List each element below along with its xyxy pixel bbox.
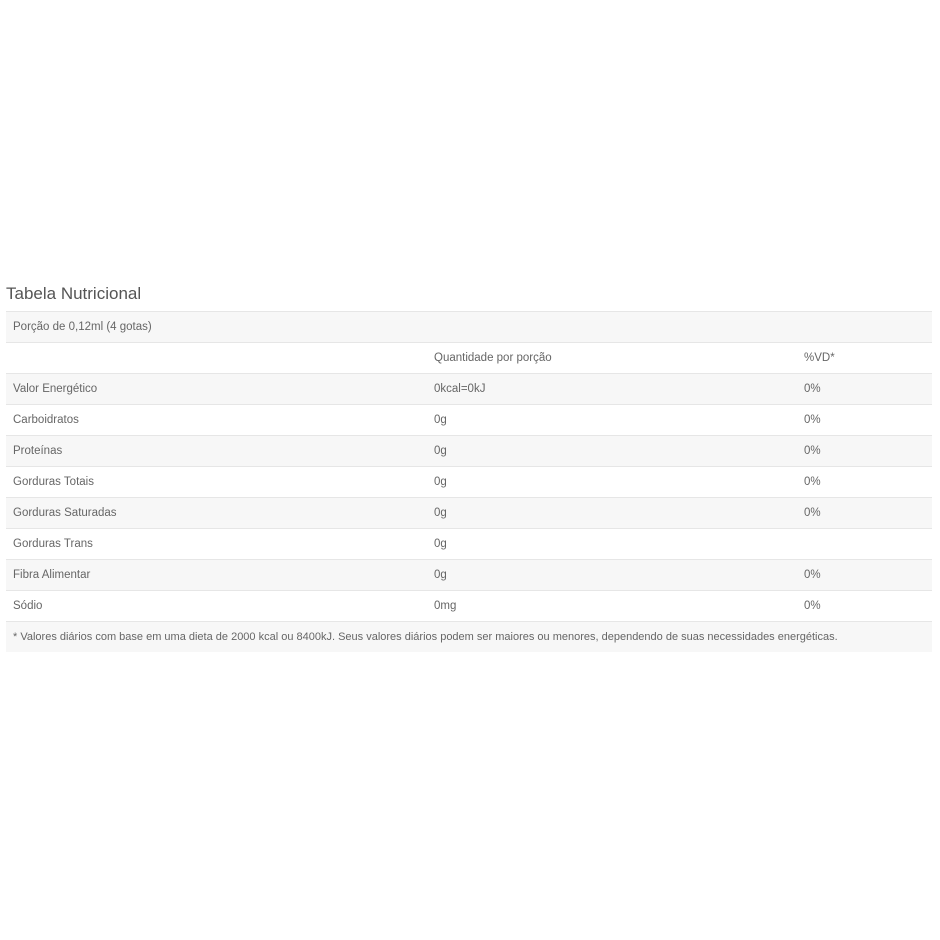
nutrient-name: Proteínas — [6, 436, 427, 467]
table-row — [6, 374, 932, 405]
portion-row — [6, 312, 932, 343]
nutrition-facts — [6, 281, 932, 652]
table-row — [6, 405, 932, 436]
nutrient-quantity: 0g — [427, 467, 797, 498]
nutrient-daily-value: 0% — [797, 405, 932, 436]
header-nutrient — [6, 343, 427, 374]
nutrient-quantity: 0g — [427, 529, 797, 560]
table-row — [6, 560, 932, 591]
nutrient-name: Gorduras Trans — [6, 529, 427, 560]
nutrient-quantity: 0g — [427, 436, 797, 467]
nutrient-quantity: 0g — [427, 560, 797, 591]
portion-size: Porção de 0,12ml (4 gotas) — [6, 312, 932, 343]
nutrition-table-title: Tabela Nutricional — [6, 284, 142, 303]
nutrient-daily-value: 0% — [797, 374, 932, 405]
table-header-row — [6, 343, 932, 374]
header-daily-value: %VD* — [797, 343, 932, 374]
nutrient-daily-value: 0% — [797, 591, 932, 622]
nutrient-name: Fibra Alimentar — [6, 560, 427, 591]
nutrient-quantity: 0kcal=0kJ — [427, 374, 797, 405]
nutrient-name: Sódio — [6, 591, 427, 622]
table-row — [6, 529, 932, 560]
table-row — [6, 436, 932, 467]
nutrient-daily-value: 0% — [797, 467, 932, 498]
table-row — [6, 591, 932, 622]
daily-values-footnote: * Valores diários com base em uma dieta de 2000 kcal ou 8400kJ. Seus valores diários podem ser maiores ou menores, dependendo de suas necessidades energéticas. — [6, 622, 932, 653]
nutrient-name: Gorduras Totais — [6, 467, 427, 498]
nutrient-quantity: 0mg — [427, 591, 797, 622]
nutrient-quantity: 0g — [427, 498, 797, 529]
nutrient-name: Carboidratos — [6, 405, 427, 436]
nutrient-daily-value: 0% — [797, 436, 932, 467]
nutrition-table — [6, 311, 932, 652]
nutrient-quantity: 0g — [427, 405, 797, 436]
nutrient-daily-value — [797, 529, 932, 560]
nutrient-daily-value: 0% — [797, 498, 932, 529]
table-row — [6, 467, 932, 498]
nutrient-name: Gorduras Saturadas — [6, 498, 427, 529]
nutrient-name: Valor Energético — [6, 374, 427, 405]
header-quantity: Quantidade por porção — [427, 343, 797, 374]
table-row — [6, 498, 932, 529]
nutrient-daily-value: 0% — [797, 560, 932, 591]
footnote-row — [6, 622, 932, 653]
